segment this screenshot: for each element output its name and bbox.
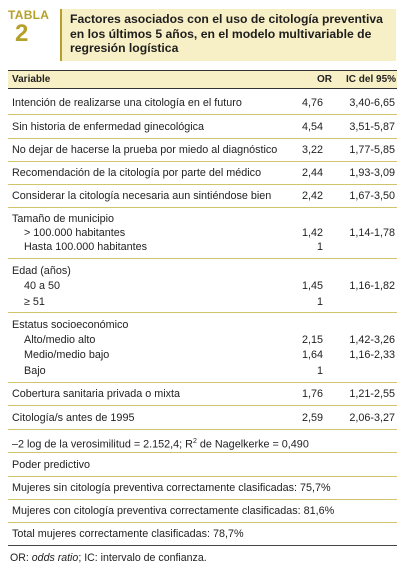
row-separator	[8, 499, 397, 500]
group-heading-estatus: Estatus socioeconómico	[12, 319, 129, 331]
row-separator	[8, 184, 397, 185]
row-or: 1,45	[301, 280, 323, 292]
table-label-number: 2	[15, 20, 29, 47]
row-ic: 1,42-3,26	[349, 334, 395, 346]
con-citologia-line: Mujeres con citología preventiva correctamente clasificadas: 81,6%	[12, 505, 335, 517]
total-line: Total mujeres correctamente clasificadas: 78,7%	[12, 528, 244, 540]
row-label: Cobertura sanitaria privada o mixta	[12, 388, 181, 400]
loglik-text-1: –2 log de la verosimilitud = 2.152,4; R	[12, 438, 193, 451]
row-label: Hasta 100.000 habitantes	[24, 241, 148, 253]
footnote-b: odds ratio	[31, 552, 79, 564]
table-label	[8, 8, 48, 46]
row-or: 4,54	[301, 121, 323, 133]
group-heading-edad: Edad (años)	[12, 265, 71, 277]
row-ic: 2,06-3,27	[349, 412, 395, 424]
row-or: 3,22	[301, 144, 323, 156]
header-or: OR	[317, 74, 332, 85]
row-separator	[8, 476, 397, 477]
sin-citologia-line: Mujeres sin citología preventiva correctamente clasificadas: 75,7%	[12, 482, 331, 494]
row-ic: 1,77-5,85	[349, 144, 395, 156]
row-or: 2,42	[301, 190, 323, 202]
row-ic: 1,67-3,50	[349, 190, 395, 202]
row-or: 2,59	[301, 412, 323, 424]
row-separator	[8, 138, 397, 139]
row-label: No dejar de hacerse la prueba por miedo al diagnóstico	[12, 144, 278, 156]
row-label: Recomendación de la citología por parte del médico	[12, 167, 262, 179]
row-label: Citología/s antes de 1995	[12, 412, 135, 424]
row-or: 1,76	[301, 388, 323, 400]
row-separator	[8, 452, 397, 453]
row-label: 40 a 50	[24, 280, 61, 292]
row-or: 1	[316, 241, 323, 253]
footnote-a: OR:	[10, 552, 32, 564]
row-separator	[8, 114, 397, 115]
row-or: 4,76	[301, 97, 323, 109]
row-ic: 3,40-6,65	[349, 97, 395, 109]
row-separator	[8, 312, 397, 313]
row-separator	[8, 382, 397, 383]
row-ic: 1,16-1,82	[349, 280, 395, 292]
row-separator	[8, 207, 397, 208]
row-ic: 1,14-1,78	[349, 227, 395, 239]
row-separator	[8, 429, 397, 430]
row-ic: 1,93-3,09	[349, 167, 395, 179]
column-header-row	[8, 70, 397, 89]
row-label: Considerar la citología necesaria aun sintiéndose bien	[12, 190, 272, 202]
row-label: ≥ 51	[24, 296, 45, 308]
row-or: 1,64	[301, 349, 323, 361]
row-ic: 1,21-2,55	[349, 388, 395, 400]
row-separator	[8, 161, 397, 162]
row-or: 1,42	[301, 227, 323, 239]
table-title-box	[60, 9, 396, 61]
row-label: > 100.000 habitantes	[24, 227, 126, 239]
row-or: 1	[316, 365, 323, 377]
group-heading-municipio: Tamaño de municipio	[12, 213, 115, 225]
row-or: 2,44	[301, 167, 323, 179]
table-title: Factores asociados con el uso de citología preventiva en los últimos 5 años, en el modelo multivariable de regresión logística	[70, 12, 383, 55]
footnote	[10, 552, 207, 564]
loglik-line	[12, 435, 309, 452]
row-ic: 3,51-5,87	[349, 121, 395, 133]
footnote-c: ; IC: intervalo de confianza.	[78, 552, 207, 564]
row-ic: 1,16-2,33	[349, 349, 395, 361]
table-label-word: TABLA	[8, 8, 50, 22]
row-label: Medio/medio bajo	[24, 349, 110, 361]
row-separator	[8, 405, 397, 406]
row-or: 2,15	[301, 334, 323, 346]
table-bottom-rule	[8, 545, 397, 546]
header-variable: Variable	[12, 74, 51, 85]
row-or: 1	[316, 296, 323, 308]
loglik-sup: 2	[192, 438, 197, 445]
row-separator	[8, 522, 397, 523]
header-ic: IC del 95%	[346, 74, 397, 85]
row-label: Sin historia de enfermedad ginecológica	[12, 121, 205, 133]
row-label: Bajo	[24, 365, 46, 377]
poder-predictivo: Poder predictivo	[12, 459, 91, 471]
row-label: Intención de realizarse una citología en el futuro	[12, 97, 242, 109]
row-label: Alto/medio alto	[24, 334, 96, 346]
loglik-text-2: de Nagelkerke = 0,490	[196, 438, 309, 451]
row-separator	[8, 258, 397, 259]
